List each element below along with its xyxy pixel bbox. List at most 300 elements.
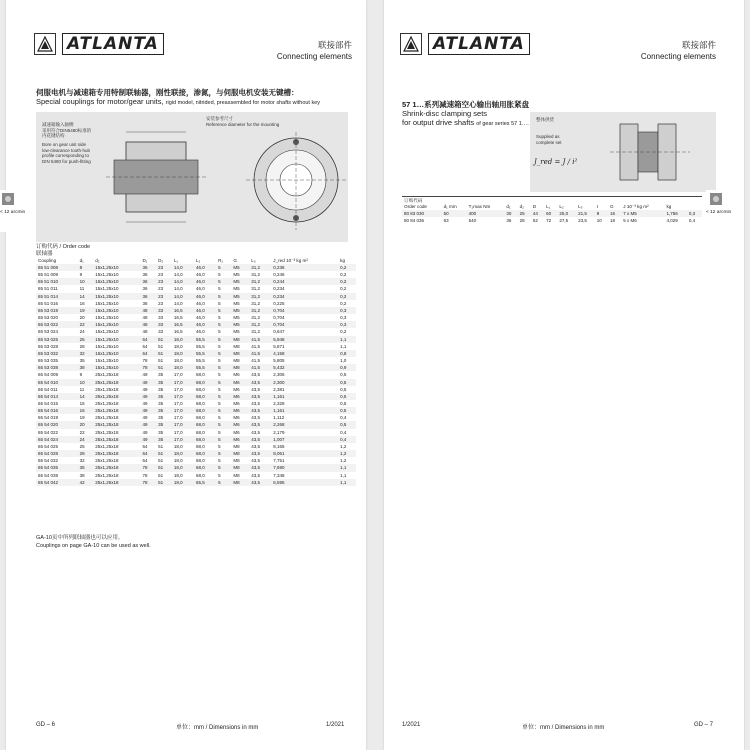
table-cell: 52: [532, 218, 538, 224]
table-cell: 46,0: [195, 329, 205, 335]
table-cell: 35: [156, 379, 172, 386]
table-cell: M6: [233, 372, 240, 378]
table-cell: 68,0: [194, 393, 216, 400]
table-cell: 36: [142, 300, 148, 306]
table-cell: 50: [442, 210, 467, 217]
col-header: R₁: [218, 258, 223, 263]
table-cell: 46,0: [194, 293, 216, 300]
table-row: [36, 350, 356, 357]
units-note: 单位：mm / Dimensions in mm: [176, 725, 259, 731]
table-cell: 2,179: [273, 429, 285, 435]
table-cell: 5: [216, 436, 231, 443]
table-cell: 1,1: [338, 336, 356, 343]
table-cell: 0,3: [338, 321, 356, 328]
table-cell: 68,0: [195, 429, 205, 435]
product-subtitle-en: rigid model, nitrided, preassembled for motor shafts without key: [165, 100, 321, 106]
table-cell: 25,0: [557, 210, 576, 217]
order-code-cell: 65 53 020: [38, 315, 59, 321]
table-cell: 46,0: [194, 307, 216, 314]
table-cell: 17,0: [173, 386, 183, 392]
table-header-row: [402, 198, 702, 210]
table-cell: 55,5: [194, 350, 216, 357]
table-cell: 1,2: [338, 450, 356, 457]
table-cell: 540: [468, 218, 477, 224]
order-code-cell: 65 54 016: [36, 407, 78, 414]
table-cell: M6: [233, 415, 240, 421]
table-cell: 11: [79, 386, 85, 392]
table-cell: 23,5: [578, 218, 587, 224]
table-cell: 43,5: [249, 393, 271, 400]
table-cell: 17,0: [172, 421, 194, 428]
table-cell: M8: [233, 443, 240, 449]
table-cell: 31,2: [249, 293, 271, 300]
table-cell: 5: [218, 343, 221, 349]
table-row: [36, 321, 356, 328]
section-title-en: Connecting elements: [640, 52, 716, 61]
table-cell: 5: [216, 278, 231, 285]
table-cell: 15x1,25x10: [93, 321, 140, 328]
table-row: [36, 393, 356, 400]
table-cell: 5: [216, 479, 231, 486]
table-cell: 35: [156, 407, 172, 414]
mounting-note-en: Reference diameter for the mounting: [206, 122, 280, 127]
table-cell: M6: [233, 386, 240, 392]
table-cell: 31,2: [251, 315, 260, 321]
table-cell: 60: [544, 210, 557, 217]
table-cell: 43,5: [249, 464, 271, 471]
order-code-cell: 65 51 009: [38, 272, 59, 278]
table-top-rule: [402, 196, 702, 197]
table-row: [36, 285, 356, 292]
table-cell: 7 x M5: [621, 210, 664, 217]
table-cell: 15x1,25x10: [95, 315, 119, 321]
table-cell: 18,0: [172, 350, 194, 357]
table-cell: 25x1,25x18: [93, 464, 140, 471]
table-cell: 1,1: [340, 472, 347, 478]
table-cell: 18,0: [172, 336, 194, 343]
units-note: 单位：mm / Dimensions in mm: [522, 725, 605, 731]
order-code-cell: 65 51 010: [36, 278, 78, 285]
table-cell: 5: [216, 364, 231, 371]
table-row: [36, 293, 356, 300]
order-code-cell: 65 54 038: [38, 472, 59, 478]
table-cell: 0,234: [273, 286, 285, 292]
order-code-cell: 65 54 015: [38, 400, 59, 406]
table-cell: 5: [216, 350, 231, 357]
table-cell: M8: [233, 472, 240, 478]
table-cell: 9: [595, 210, 608, 217]
table-cell: 32: [78, 350, 94, 357]
table-cell: 0,704: [271, 307, 338, 314]
side-tab-label: < 12 arcmin: [0, 210, 26, 215]
table-cell: 31,2: [251, 329, 260, 335]
table-row: [36, 379, 356, 386]
coupling-drawing: [36, 112, 348, 242]
table-cell: 25x1,25x18: [93, 407, 140, 414]
table-cell: 5: [218, 443, 221, 449]
col-header: L₃: [578, 204, 583, 209]
table-cell: 23: [156, 278, 172, 285]
table-cell: 23: [156, 264, 172, 271]
table-cell: 4,029: [666, 218, 678, 224]
table-cell: 0,236: [271, 264, 338, 271]
table-cell: 0,2: [338, 293, 356, 300]
table-cell: 1,2: [340, 458, 347, 464]
table-cell: 51: [156, 364, 172, 371]
table-cell: 18,0: [173, 358, 183, 364]
order-code-cell: 65 51 008: [36, 264, 78, 271]
table-cell: 36: [142, 286, 148, 292]
table-cell: 10: [78, 278, 94, 285]
section-title-cn: 联接部件: [681, 40, 716, 50]
table-cell: 33: [156, 321, 172, 328]
table-row: [36, 300, 356, 307]
table-cell: 5: [218, 300, 221, 306]
order-code-cell: 65 51 016: [38, 300, 59, 306]
order-code-cell: 65 54 009: [38, 372, 59, 378]
table-cell: 25x1,25x18: [93, 479, 140, 486]
col-header: L₁: [546, 204, 551, 209]
table-cell: 46,0: [195, 286, 205, 292]
table-cell: 17,0: [173, 415, 183, 421]
couplings-note-en: Couplings on page GA-10 can be used as well.: [36, 543, 151, 549]
table-cell: M5: [231, 293, 249, 300]
table-row: [36, 364, 356, 371]
table-cell: 46,0: [195, 300, 205, 306]
table-cell: 78: [142, 472, 148, 478]
product-title-cn: 伺服电机与减速箱专用特制联轴器，刚性联接，渗氮，与伺服电机安装无键槽：: [36, 88, 299, 97]
table-cell: 18,0: [173, 458, 183, 464]
table-cell: 25: [79, 443, 85, 449]
table-cell: 20: [78, 421, 94, 428]
table-cell: 0,5: [338, 407, 356, 414]
table-cell: 38: [78, 364, 94, 371]
table-cell: 41,5: [249, 350, 271, 357]
table-cell: 19: [79, 415, 85, 421]
table-cell: M8: [233, 458, 240, 464]
table-cell: 49: [140, 393, 156, 400]
table-cell: 15x1,25x10: [95, 358, 119, 364]
table-cell: M5: [231, 307, 249, 314]
table-row: [36, 271, 356, 278]
col-header: d₁: [79, 258, 84, 263]
table-cell: 24: [79, 329, 85, 335]
page-number: GD – 7: [694, 722, 714, 728]
table-cell: 17,0: [173, 429, 183, 435]
order-code-cell: 65 54 032: [38, 458, 59, 464]
table-cell: 64: [140, 336, 156, 343]
table-cell: 64: [142, 458, 148, 464]
table-cell: 35: [158, 386, 164, 392]
table-cell: 43,5: [251, 415, 260, 421]
table-cell: M8: [231, 336, 249, 343]
order-code-cell: 65 54 014: [36, 393, 78, 400]
table-cell: 21,5: [576, 210, 595, 217]
table-cell: 15: [79, 400, 85, 406]
col-header: d₂: [95, 258, 100, 263]
table-cell: 46,0: [194, 264, 216, 271]
table-cell: 17,0: [172, 379, 194, 386]
table-row: [36, 343, 356, 350]
table-cell: 25x1,25x18: [95, 415, 119, 421]
table-cell: 51: [158, 472, 164, 478]
table-cell: 55,5: [195, 358, 205, 364]
table-cell: 43,5: [249, 379, 271, 386]
product-title-en: Shrink-disc clamping sets: [402, 109, 488, 118]
table-cell: M5: [231, 264, 249, 271]
table-cell: 17,0: [172, 393, 194, 400]
table-cell: 49: [140, 407, 156, 414]
table-cell: 15x1,25x10: [93, 293, 140, 300]
table-cell: 25x1,25x18: [95, 472, 119, 478]
table-cell: 17,0: [172, 407, 194, 414]
table-cell: 5: [218, 458, 221, 464]
table-cell: 15x1,25x10: [95, 300, 119, 306]
table-cell: 35: [158, 372, 164, 378]
table-cell: 30: [504, 210, 517, 217]
table-cell: 31,2: [249, 321, 271, 328]
table-cell: 1,0: [340, 358, 347, 364]
table-row: [36, 278, 356, 285]
col-header: [687, 198, 702, 210]
table-cell: 5: [218, 372, 221, 378]
table-cell: 25x1,25x18: [95, 400, 119, 406]
table-cell: 36: [142, 272, 148, 278]
table-cell: 25x1,25x18: [95, 386, 119, 392]
table-cell: 25x1,25x18: [95, 443, 119, 449]
table-cell: 0,4: [688, 218, 696, 224]
table-cell: 15x1,25x10: [95, 329, 119, 335]
logo-mark-icon: [34, 33, 56, 55]
table-cell: 0,4: [340, 429, 347, 435]
table-cell: 36: [140, 293, 156, 300]
table-cell: 41,5: [249, 336, 271, 343]
table-cell: 31,2: [251, 272, 260, 278]
table-cell: M6: [231, 393, 249, 400]
table-cell: 5: [216, 379, 231, 386]
table-cell: 31,2: [249, 278, 271, 285]
table-cell: 24: [78, 436, 94, 443]
table-cell: 35: [158, 415, 164, 421]
table-cell: M6: [231, 379, 249, 386]
table-row: [36, 357, 356, 364]
table-cell: 49: [140, 379, 156, 386]
table-cell: 5: [216, 321, 231, 328]
table-cell: 28: [519, 218, 525, 224]
table-cell: 41,5: [251, 343, 260, 349]
gearbox-icon: [706, 190, 724, 208]
table-cell: 25x1,25x18: [93, 393, 140, 400]
product-title-en: Special couplings for motor/gear units,: [36, 97, 164, 106]
table-cell: 15x1,25x10: [95, 286, 119, 292]
col-header: J_red 10⁻³ kg m²: [273, 258, 308, 263]
table-cell: 41,5: [249, 364, 271, 371]
table-cell: 18: [610, 218, 616, 224]
table-cell: 43,5: [249, 421, 271, 428]
order-code-cell: 65 54 010: [36, 379, 78, 386]
table-cell: 0,5: [338, 393, 356, 400]
table-cell: 5: [218, 329, 221, 335]
table-cell: 5: [218, 315, 221, 321]
table-cell: 5: [216, 264, 231, 271]
table-cell: 0,2: [338, 264, 356, 271]
col-header: G: [610, 204, 614, 209]
table-cell: 43,5: [251, 429, 260, 435]
table-cell: 38: [79, 472, 85, 478]
table-cell: 55,5: [195, 343, 205, 349]
table-cell: 0,2: [340, 286, 347, 292]
table-cell: 44: [531, 210, 544, 217]
table-cell: 78: [140, 479, 156, 486]
order-code-cell: 65 54 028: [36, 450, 78, 457]
order-code-cell: 65 54 024: [36, 436, 78, 443]
order-code-header: [402, 198, 442, 210]
table-cell: 5,948: [271, 336, 338, 343]
table-cell: 5: [216, 293, 231, 300]
table-cell: 23: [158, 286, 164, 292]
table-cell: 17,0: [173, 372, 183, 378]
table-cell: 5: [218, 472, 221, 478]
table-cell: 2,306: [273, 372, 285, 378]
table-cell: 35: [79, 358, 85, 364]
table-cell: 48: [140, 321, 156, 328]
table-cell: 17,0: [172, 436, 194, 443]
table-cell: M5: [233, 300, 240, 306]
table-cell: 68,0: [194, 436, 216, 443]
brand-name: ATLANTA: [428, 33, 530, 55]
table-cell: 51: [158, 443, 164, 449]
table-cell: M5: [233, 315, 240, 321]
order-code-cell: 65 54 019: [38, 415, 59, 421]
complete-set-note-en: Supplied as complete set: [536, 134, 562, 145]
table-cell: 31,2: [251, 300, 260, 306]
table-cell: 68,0: [195, 443, 205, 449]
table-cell: 5: [218, 386, 221, 392]
table-cell: 0,2: [340, 272, 347, 278]
table-cell: 33: [158, 329, 164, 335]
table-cell: 8,165: [273, 443, 285, 449]
coupling-label: Coupling: [38, 258, 57, 263]
coupling-section-drawing: [36, 112, 348, 242]
logo-mark-icon: [400, 33, 422, 55]
table-cell: 14,0: [172, 293, 194, 300]
table-cell: 43,5: [251, 372, 260, 378]
order-code-cell: 80 84 036: [404, 218, 425, 224]
table-cell: 1,112: [273, 415, 285, 421]
page-number: GD – 6: [36, 722, 56, 728]
table-cell: 49: [142, 429, 148, 435]
table-cell: 22: [79, 429, 85, 435]
inertia-formula: J_red = J / i²: [534, 158, 578, 166]
table-cell: 68,0: [195, 386, 205, 392]
table-cell: 33: [158, 315, 164, 321]
col-header: D₁: [142, 258, 148, 263]
order-code-cell: 65 53 035: [38, 358, 59, 364]
table-cell: 35: [156, 421, 172, 428]
table-cell: 55,5: [194, 364, 216, 371]
table-cell: 8: [78, 264, 94, 271]
order-code-cell: 65 53 038: [36, 364, 78, 371]
table-cell: 5,432: [271, 364, 338, 371]
table-cell: 25x1,25x18: [93, 436, 140, 443]
col-header: D₂: [158, 258, 164, 263]
table-cell: 10: [596, 218, 602, 224]
table-cell: 23: [156, 293, 172, 300]
table-cell: 17,0: [173, 400, 183, 406]
table-row: [36, 457, 356, 464]
table-cell: 43,5: [249, 450, 271, 457]
table-cell: 16,5: [173, 315, 183, 321]
table-cell: 14,0: [172, 278, 194, 285]
table-cell: 43,5: [251, 458, 260, 464]
table-cell: 0,647: [273, 329, 285, 335]
table-cell: 14,0: [173, 286, 183, 292]
table-row: [36, 436, 356, 443]
table-row: [36, 314, 356, 321]
table-cell: 23: [158, 272, 164, 278]
table-cell: 1,007: [271, 436, 338, 443]
table-row: [36, 479, 356, 486]
order-code-cell: 80 83 030: [402, 210, 442, 217]
table-cell: 14,0: [172, 264, 194, 271]
table-cell: M8: [233, 358, 240, 364]
table-cell: 2,300: [271, 379, 338, 386]
col-header: d₂: [519, 204, 524, 209]
table-cell: 15x1,25x10: [93, 364, 140, 371]
table-cell: 25x1,25x18: [95, 458, 119, 464]
table-cell: 0,2: [338, 278, 356, 285]
table-row: [36, 450, 356, 457]
col-header: J 10⁻³ kg m²: [623, 204, 649, 209]
order-code-cell: 65 54 020: [36, 421, 78, 428]
table-cell: M5: [233, 286, 240, 292]
table-cell: 68,0: [195, 458, 205, 464]
table-cell: 18,0: [173, 343, 183, 349]
table-cell: 5: [216, 307, 231, 314]
table-cell: 35: [156, 393, 172, 400]
mounting-note-cn: 安装参考尺寸: [206, 116, 233, 121]
table-cell: 4,158: [271, 350, 338, 357]
table-cell: 6,595: [271, 479, 338, 486]
table-cell: 51: [156, 479, 172, 486]
order-code-cell: 65 54 011: [38, 386, 58, 392]
table-cell: 16,5: [173, 329, 183, 335]
table-cell: M8: [231, 450, 249, 457]
table-row: [36, 371, 356, 378]
table-cell: M8: [233, 343, 240, 349]
table-cell: 43,5: [249, 407, 271, 414]
table-cell: 0,5: [340, 372, 347, 378]
table-cell: 0,3: [687, 210, 702, 217]
section-title-cn: 联接部件: [317, 40, 352, 50]
brand-logo: [34, 33, 164, 55]
table-row: [36, 443, 356, 450]
table-cell: 5: [218, 400, 221, 406]
order-code-cell: 65 54 035: [36, 464, 78, 471]
table-cell: 1,161: [271, 407, 338, 414]
table-cell: 46,0: [195, 272, 205, 278]
table-cell: 0,2: [340, 329, 347, 335]
table-cell: 31,2: [249, 264, 271, 271]
table-cell: 35: [158, 429, 164, 435]
table-row: [36, 386, 356, 393]
col-header: I: [596, 204, 599, 209]
table-cell: 14,0: [173, 300, 183, 306]
table-cell: 5: [218, 415, 221, 421]
section-title-en: Connecting elements: [276, 52, 352, 61]
order-code-cell: 65 53 032: [36, 350, 78, 357]
table-cell: 68,0: [195, 415, 205, 421]
